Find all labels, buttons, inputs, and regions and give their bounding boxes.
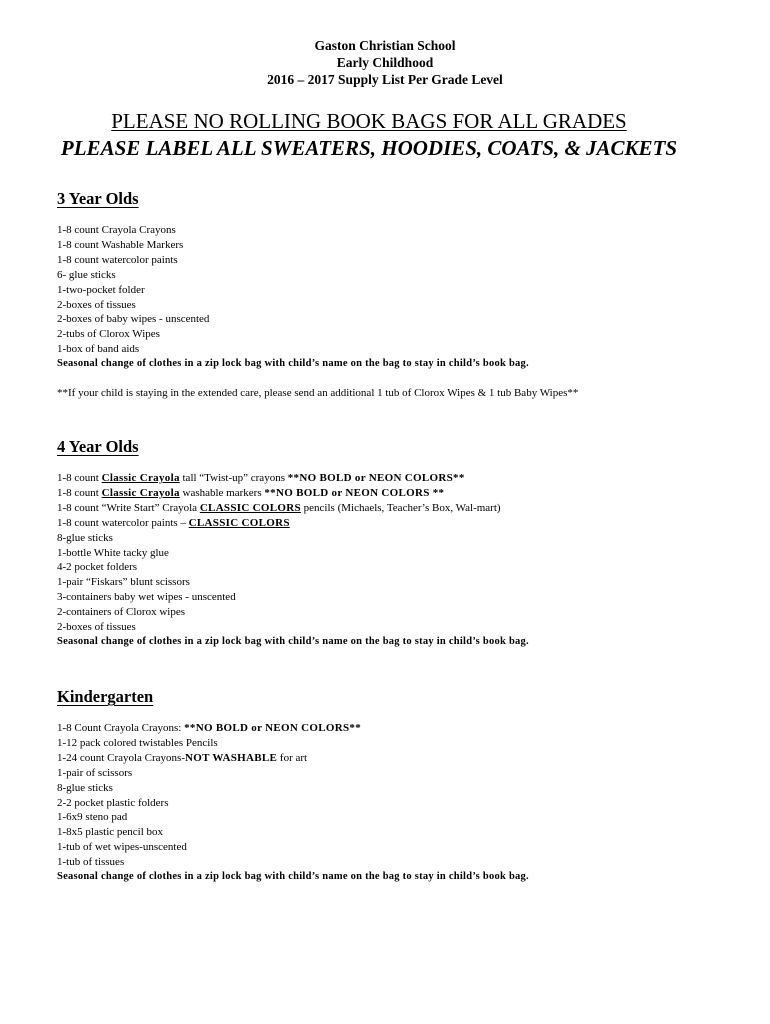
list-item: 1-8x5 plastic pencil box xyxy=(57,826,164,839)
list-item: 1-24 count Crayola Crayons-NOT WASHABLE for art xyxy=(57,751,308,764)
list-item: 1-8 count Classic Crayola washable markers **NO BOLD or NEON COLORS ** xyxy=(57,486,445,499)
section-title: 4 Year Olds xyxy=(57,437,139,456)
rolling-bags-notice xyxy=(0,109,738,133)
emphasis-underlined: CLASSIC COLORS xyxy=(188,516,290,529)
list-item: 2-containers of Clorox wipes xyxy=(57,606,185,619)
list-item: 2-boxes of tissues xyxy=(57,298,136,311)
emphasis-underlined: CLASSIC COLORS xyxy=(199,501,301,514)
section-kindergarten xyxy=(57,687,737,885)
emphasis-bold: NOT WASHABLE xyxy=(185,751,278,764)
section-title: Kindergarten xyxy=(57,687,154,706)
school-name: Gaston Christian School xyxy=(314,38,456,53)
supply-items xyxy=(57,471,737,650)
extended-care-note: **If your child is staying in the extended care, please send an additional 1 tub of Clorox Wipes & 1 tub Baby Wipes** xyxy=(57,387,579,400)
list-item: 1-8 count watercolor paints – CLASSIC COLORS xyxy=(57,516,290,529)
emphasis-bold: **NO BOLD or NEON COLORS** xyxy=(287,472,465,484)
seasonal-clothes-note: Seasonal change of clothes in a zip lock bag with child’s name on the bag to stay in child’s book bag. xyxy=(57,871,529,883)
list-item: 8-glue sticks xyxy=(57,781,113,794)
list-item: 1-tub of tissues xyxy=(57,856,125,869)
list-item: 2-2 pocket plastic folders xyxy=(57,796,169,809)
supply-items xyxy=(57,721,737,885)
section-4-year-olds xyxy=(57,437,737,650)
list-item: 2-boxes of tissues xyxy=(57,621,136,634)
seasonal-clothes-note: Seasonal change of clothes in a zip lock bag with child’s name on the bag to stay in child’s book bag. xyxy=(57,635,529,647)
rolling-bags-text: PLEASE NO ROLLING BOOK BAGS FOR ALL GRADES xyxy=(111,109,627,133)
document-title: 2016 – 2017 Supply List Per Grade Level xyxy=(267,72,503,87)
list-item: 1-6x9 steno pad xyxy=(57,811,128,824)
list-item: 1-bottle White tacky glue xyxy=(57,546,169,559)
emphasis-bold: **NO BOLD or NEON COLORS ** xyxy=(264,486,445,499)
list-item: 1-8 count Washable Markers xyxy=(57,238,184,251)
list-item: 3-containers baby wet wipes - unscented xyxy=(57,591,236,604)
emphasis-bold: **NO BOLD or NEON COLORS** xyxy=(184,722,362,734)
list-item: 2-boxes of baby wipes - unscented xyxy=(57,313,210,326)
list-item: 1-12 pack colored twistables Pencils xyxy=(57,736,218,749)
seasonal-clothes-note: Seasonal change of clothes in a zip lock bag with child’s name on the bag to stay in child’s book bag. xyxy=(57,358,529,370)
section-title: 3 Year Olds xyxy=(57,189,139,208)
division-name: Early Childhood xyxy=(336,55,434,70)
supply-items xyxy=(57,223,737,372)
list-item: 1-box of band aids xyxy=(57,343,140,356)
list-item: 1-8 count Crayola Crayons xyxy=(57,224,176,236)
emphasis-underlined: Classic Crayola xyxy=(101,486,180,499)
list-item: 1-two-pocket folder xyxy=(57,283,145,296)
emphasis-underlined: Classic Crayola xyxy=(101,472,180,484)
list-item: 1-pair “Fiskars” blunt scissors xyxy=(57,576,190,589)
list-item: 1-8 count “Write Start” Crayola CLASSIC COLORS pencils (Michaels, Teacher’s Box, Wal-mart) xyxy=(57,501,501,514)
document-header xyxy=(0,37,770,88)
list-item: 1-pair of scissors xyxy=(57,766,133,779)
list-item: 1-8 count Classic Crayola tall “Twist-up” crayons **NO BOLD or NEON COLORS** xyxy=(57,472,465,484)
list-item: 6- glue sticks xyxy=(57,268,116,281)
list-item: 4-2 pocket folders xyxy=(57,561,138,574)
label-clothing-notice: PLEASE LABEL ALL SWEATERS, HOODIES, COATS, & JACKETS xyxy=(60,136,678,160)
list-item: 1-tub of wet wipes-unscented xyxy=(57,841,187,854)
list-item: 8-glue sticks xyxy=(57,531,113,544)
section-3-year-olds xyxy=(57,189,737,400)
list-item: 2-tubs of Clorox Wipes xyxy=(57,328,160,341)
list-item: 1-8 count watercolor paints xyxy=(57,253,178,266)
list-item: 1-8 Count Crayola Crayons: **NO BOLD or NEON COLORS** xyxy=(57,722,362,734)
